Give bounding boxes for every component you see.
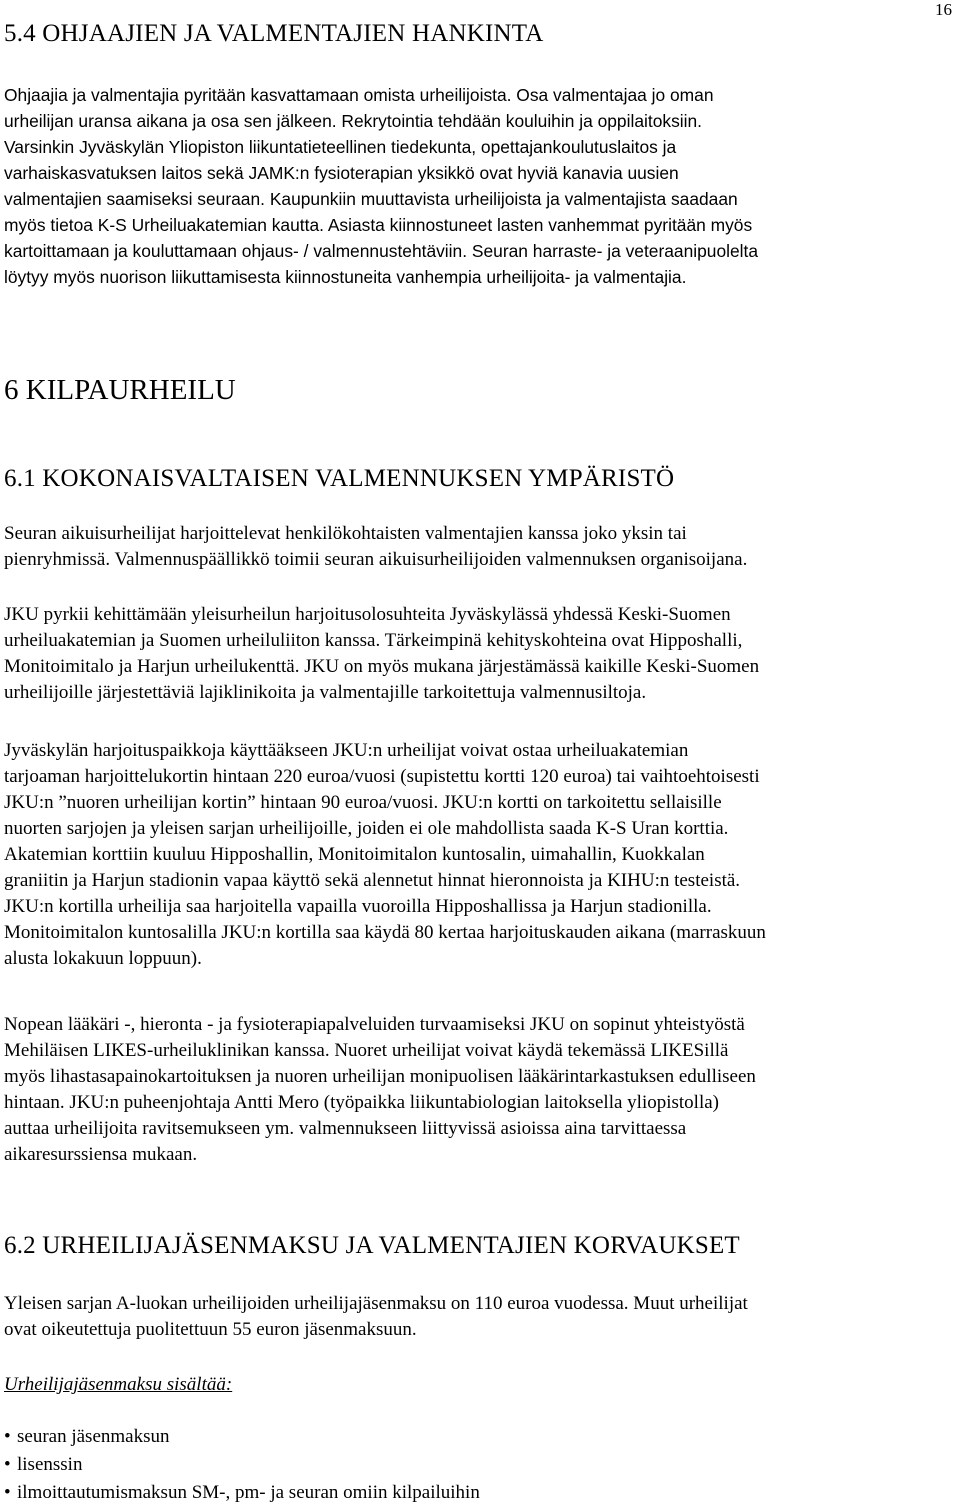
text-line: auttaa urheilijoita ravitsemukseen ym. valmennukseen liittyvissä asioissa aina tarvittaessa bbox=[4, 1118, 687, 1139]
text-line: alusta lokakuun loppuun). bbox=[4, 948, 202, 969]
list-item-text: seuran jäsenmaksun bbox=[17, 1426, 170, 1447]
text-line: Mehiläisen LIKES-urheiluklinikan kanssa. Nuoret urheilijat voivat käydä tekemässä LIKESillä bbox=[4, 1040, 729, 1061]
includes-label: Urheilijajäsenmaksu sisältää: bbox=[4, 1374, 233, 1395]
text-line: myös tietoa K-S Urheiluakatemian kautta. Asiasta kiinnostuneet lasten vanhemmat pyritään myös bbox=[4, 215, 753, 235]
list-item-text: lisenssin bbox=[17, 1454, 83, 1475]
text-line: varhaiskasvatuksen laitos sekä JAMK:n fysioterapian yksikkö ovat hyviä kanavia uusien bbox=[4, 163, 679, 183]
text-line: hintaan. JKU:n puheenjohtaja Antti Mero (työpaikka liikuntabiologian laitoksella yliopistolla) bbox=[4, 1092, 720, 1113]
section-6-1-paragraph-3 bbox=[4, 738, 959, 972]
text-line: tarjoaman harjoittelukortin hintaan 220 euroa/vuosi (supistettu kortti 120 euroa) tai vaihtoehtoisesti bbox=[4, 766, 760, 787]
text-line: urheiluakatemian ja Suomen urheiluliiton kanssa. Tärkeimpinä kehityskohteina ovat Hipposhalli, bbox=[4, 630, 743, 651]
section-6-2-paragraph-1 bbox=[4, 1291, 959, 1343]
text-line: Varsinkin Jyväskylän Yliopiston liikuntatieteellinen tiedekunta, opettajankoulutuslaitos ja bbox=[4, 137, 677, 157]
text-line: löytyy myös nuorison liikuttamisesta kiinnostuneita vanhempia urheilijoita- ja valmentajia. bbox=[4, 267, 687, 287]
text-line: JKU:n ”nuoren urheilijan kortin” hintaan 90 euroa/vuosi. JKU:n kortti on tarkoitettu sellaisille bbox=[4, 792, 722, 813]
list-item bbox=[4, 1479, 480, 1507]
section-5-4-heading: 5.4 OHJAAJIEN JA VALMENTAJIEN HANKINTA bbox=[4, 20, 544, 47]
section-6-1-paragraph-1 bbox=[4, 521, 959, 573]
text-line: Monitoimitalo ja Harjun urheilukenttä. JKU on myös mukana järjestämässä kaikille Keski-Suomen bbox=[4, 656, 760, 677]
text-line: valmentajien saamiseksi seuraan. Kaupunkiin muuttavista urheilijoista ja valmentajista saadaan bbox=[4, 189, 738, 209]
section-6-1-heading: 6.1 KOKONAISVALTAISEN VALMENNUKSEN YMPÄRISTÖ bbox=[4, 465, 675, 492]
text-line: JKU:n kortilla urheilija saa harjoitella vapailla vuoroilla Hipposhallissa ja Harjun stadionilla. bbox=[4, 896, 712, 917]
chapter-6-heading: 6 KILPAURHEILU bbox=[4, 374, 236, 406]
section-6-1-paragraph-2 bbox=[4, 602, 959, 706]
section-6-2-heading: 6.2 URHEILIJAJÄSENMAKSU JA VALMENTAJIEN KORVAUKSET bbox=[4, 1232, 740, 1259]
text-line: urheilijan uransa aikana ja osa sen jälkeen. Rekrytointia tehdään kouluihin ja oppilaitoksiin. bbox=[4, 111, 702, 131]
bullet-icon: • bbox=[4, 1454, 11, 1475]
section-6-1-paragraph-4 bbox=[4, 1012, 959, 1168]
text-line: Jyväskylän harjoituspaikkoja käyttääkseen JKU:n urheilijat voivat ostaa urheiluakatemian bbox=[4, 740, 689, 761]
list-item bbox=[4, 1423, 480, 1451]
page-number: 16 bbox=[935, 0, 952, 19]
text-line: graniitin ja Harjun stadionin vapaa käyttö sekä alennetut hinnat hieronnoista ja KIHU:n testeistä. bbox=[4, 870, 741, 891]
text-line: Ohjaajia ja valmentajia pyritään kasvattamaan omista urheilijoista. Osa valmentajaa jo oman bbox=[4, 85, 714, 105]
list-item bbox=[4, 1451, 480, 1479]
text-line: Seuran aikuisurheilijat harjoittelevat henkilökohtaisten valmentajien kanssa joko yksin tai bbox=[4, 523, 687, 544]
text-line: Yleisen sarjan A-luokan urheilijoiden urheilijajäsenmaksu on 110 euroa vuodessa. Muut urheilijat bbox=[4, 1293, 748, 1314]
list-item-text: ilmoittautumismaksun SM-, pm- ja seuran omiin kilpailuihin bbox=[17, 1482, 480, 1503]
text-line: urheilijoille järjestettäviä lajiklinikoita ja valmentajille tarkoitettuja valmennusiltoja. bbox=[4, 682, 647, 703]
text-line: JKU pyrkii kehittämään yleisurheilun harjoitusolosuhteita Jyväskylässä yhdessä Keski-Suomen bbox=[4, 604, 731, 625]
text-line: kartoittamaan ja kouluttamaan ohjaus- / valmennustehtäviin. Seuran harraste- ja veteraanipuolelta bbox=[4, 241, 759, 261]
text-line: Monitoimitalon kuntosalilla JKU:n kortilla saa käydä 80 kertaa harjoituskauden aikana (marraskuun bbox=[4, 922, 766, 943]
includes-list bbox=[4, 1423, 480, 1507]
text-line: myös lihastasapainokartoituksen ja nuoren urheilijan monipuolisen lääkärintarkastuksen edulliseen bbox=[4, 1066, 756, 1087]
section-5-4-paragraph bbox=[4, 82, 959, 290]
text-line: Akatemian korttiin kuuluu Hipposhallin, Monitoimitalon kuntosalin, uimahallin, Kuokkalan bbox=[4, 844, 705, 865]
text-line: aikaresurssiensa mukaan. bbox=[4, 1144, 198, 1165]
text-line: pienryhmissä. Valmennuspäällikkö toimii seuran aikuisurheilijoiden valmennuksen organisoijana. bbox=[4, 549, 748, 570]
bullet-icon: • bbox=[4, 1426, 11, 1447]
bullet-icon: • bbox=[4, 1482, 11, 1503]
text-line: ovat oikeutettuja puolitettuun 55 euron jäsenmaksuun. bbox=[4, 1319, 417, 1340]
text-line: Nopean lääkäri -, hieronta - ja fysioterapiapalveluiden turvaamiseksi JKU on sopinut yhteistyöstä bbox=[4, 1014, 745, 1035]
text-line: nuorten sarjojen ja yleisen sarjan urheilijoille, joiden ei ole mahdollista saada K-S Uran korttia. bbox=[4, 818, 729, 839]
